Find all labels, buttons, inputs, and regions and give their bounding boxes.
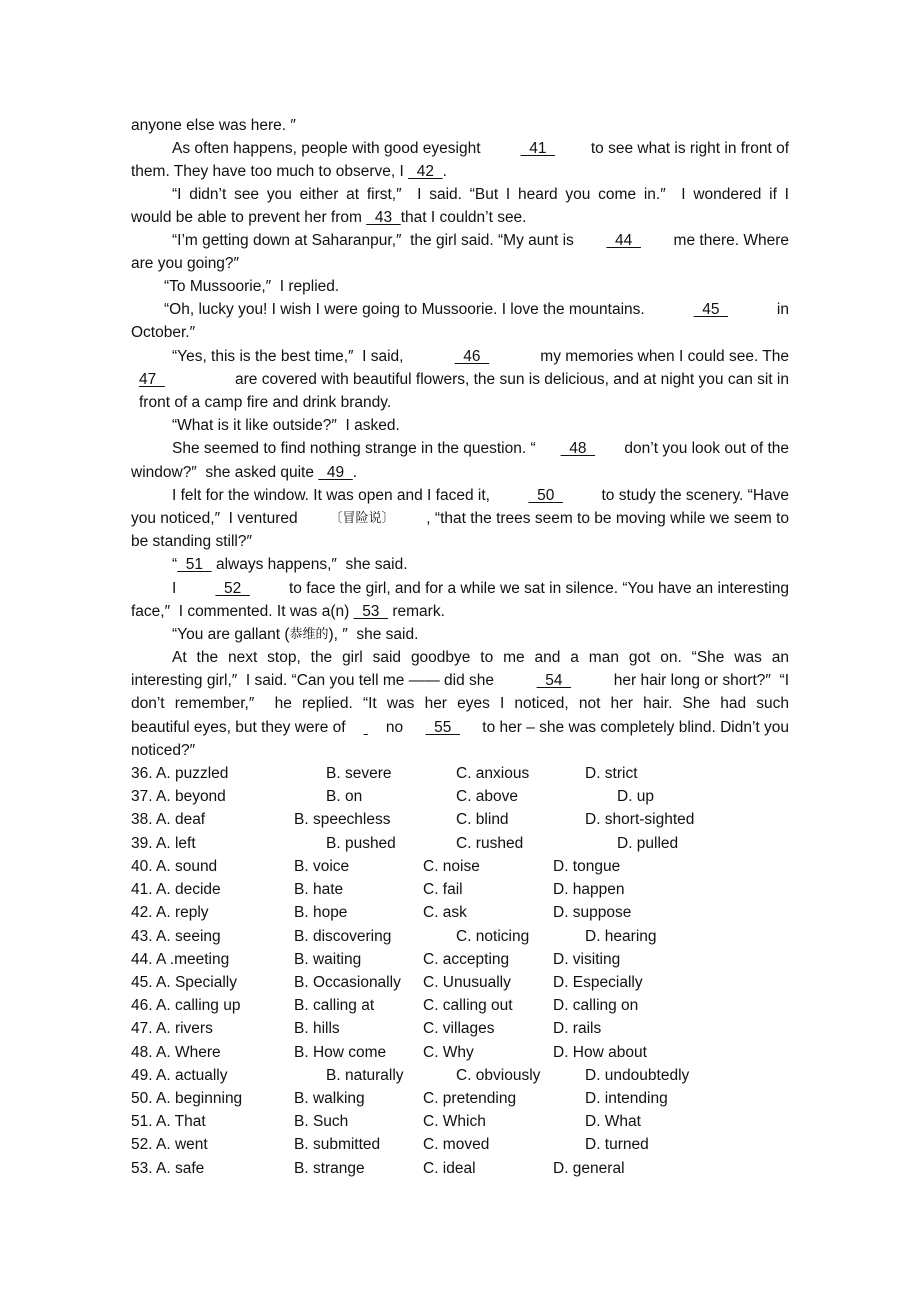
answer-blank: 50 <box>528 487 563 504</box>
option-b: B. How come <box>294 1044 387 1061</box>
option-c: C. rushed <box>456 835 524 852</box>
passage-line <box>0 321 920 344</box>
option-b: B. waiting <box>294 951 362 968</box>
question-row <box>0 832 920 855</box>
passage-text: in <box>772 301 789 318</box>
passage-text: I <box>172 580 181 597</box>
option-c: C. villages <box>423 1020 495 1037</box>
option-a: 37. A. beyond <box>131 788 226 805</box>
option-c: C. noise <box>423 858 480 875</box>
option-a: 39. A. left <box>131 835 196 852</box>
passage-text: remark. <box>388 603 445 620</box>
option-b: B. hate <box>294 881 344 898</box>
option-d: D. How about <box>553 1044 647 1061</box>
option-b: B. pushed <box>326 835 396 852</box>
option-b: B. hope <box>294 904 348 921</box>
passage-line <box>0 437 920 460</box>
question-row <box>0 762 920 785</box>
passage-text: front of a camp fire and drink brandy. <box>139 394 392 411</box>
passage-line <box>0 669 920 692</box>
question-row <box>0 878 920 901</box>
option-c: C. Unusually <box>423 974 511 991</box>
answer-blank: 41 <box>520 140 556 157</box>
passage-line <box>0 345 920 368</box>
passage-text: window?″ she asked quite <box>131 464 319 481</box>
passage-line <box>0 646 920 669</box>
passage-line <box>0 739 920 762</box>
passage-line <box>0 623 920 646</box>
passage-text: As often happens, people with good eyesight <box>172 140 485 157</box>
passage-text: October.″ <box>131 324 196 341</box>
option-c: C. anxious <box>456 765 530 782</box>
passage-text: “Oh, lucky you! I wish I were going to Mussoorie. I love the mountains. <box>164 301 650 318</box>
question-row <box>0 1064 920 1087</box>
option-c: C. fail <box>423 881 463 898</box>
answer-blank: 45 <box>693 301 729 318</box>
option-c: C. Which <box>423 1113 486 1130</box>
answer-blank: 46 <box>454 348 490 365</box>
option-a: 49. A. actually <box>131 1067 228 1084</box>
answer-blank: 42 <box>408 163 443 180</box>
option-c: C. ask <box>423 904 467 921</box>
option-a: 48. A. Where <box>131 1044 221 1061</box>
option-b: B. Occasionally <box>294 974 401 991</box>
option-a: 44. A .meeting <box>131 951 230 968</box>
passage-text: “Yes, this is the best time,″ I said, <box>172 348 408 365</box>
answer-blank: 53 <box>353 603 389 620</box>
option-a: 50. A. beginning <box>131 1090 243 1107</box>
passage-line <box>0 252 920 275</box>
passage-line <box>0 206 920 229</box>
passage-line <box>0 275 920 298</box>
option-c: C. calling out <box>423 997 513 1014</box>
question-row <box>0 1110 920 1133</box>
question-row <box>0 925 920 948</box>
option-a: 52. A. went <box>131 1136 208 1153</box>
option-d: D. Especially <box>553 974 643 991</box>
passage-line <box>0 391 920 414</box>
passage-text: 恭维的 <box>289 627 329 642</box>
passage-text: my memories when I could see. The <box>536 348 789 365</box>
passage-text: ), ″ she said. <box>328 626 419 643</box>
option-c: C. above <box>456 788 519 805</box>
option-a: 46. A. calling up <box>131 997 241 1014</box>
option-b: B. naturally <box>326 1067 404 1084</box>
answer-blank: 55 <box>425 719 460 736</box>
passage-text: “What is it like outside?″ I asked. <box>172 417 400 434</box>
option-a: 43. A. seeing <box>131 928 221 945</box>
passage-text: them. They have too much to observe, I <box>131 163 409 180</box>
passage-text: that I couldn’t see. <box>400 209 527 226</box>
passage-line <box>0 160 920 183</box>
passage-text: me there. Where <box>669 232 789 249</box>
option-a: 40. A. sound <box>131 858 218 875</box>
question-row <box>0 971 920 994</box>
question-row <box>0 1133 920 1156</box>
question-row <box>0 994 920 1017</box>
passage-text: At the next stop, the girl said goodbye to me and a man got on. “She was an <box>172 649 789 666</box>
question-row <box>0 948 920 971</box>
answer-blank: 43 <box>366 209 401 226</box>
passage-line <box>0 530 920 553</box>
option-a: 41. A. decide <box>131 881 221 898</box>
option-c: C. pretending <box>423 1090 517 1107</box>
option-b: B. Such <box>294 1113 349 1130</box>
passage-text: noticed?″ <box>131 742 196 759</box>
option-b: B. walking <box>294 1090 365 1107</box>
passage-text: are you going?″ <box>131 255 240 272</box>
option-b: B. submitted <box>294 1136 381 1153</box>
option-c: C. ideal <box>423 1160 476 1177</box>
passage-line <box>0 553 920 576</box>
option-c: C. blind <box>456 811 509 828</box>
option-b: B. speechless <box>294 811 391 828</box>
passage-text: would be able to prevent her from <box>131 209 367 226</box>
passage-text: to see what is right in front of <box>590 140 789 157</box>
question-row <box>0 1157 920 1180</box>
passage-line <box>0 461 920 484</box>
passage-line <box>0 229 920 252</box>
passage-text: “I didn’t see you either at first,″ I said. “But I heard you come in.″ I wondered if I <box>172 186 789 203</box>
option-d: D. suppose <box>553 904 632 921</box>
option-d: D. up <box>617 788 655 805</box>
question-row <box>0 1087 920 1110</box>
option-b: B. severe <box>326 765 392 782</box>
option-c: C. moved <box>423 1136 490 1153</box>
option-a: 47. A. rivers <box>131 1020 213 1037</box>
question-row <box>0 808 920 831</box>
passage-text: beautiful eyes, but they were of <box>131 719 346 736</box>
passage-text: you noticed,″ I ventured <box>131 510 298 527</box>
option-b: B. calling at <box>294 997 375 1014</box>
passage-text: don’t remember,″ he replied. “It was her eyes I noticed, not her hair. She had such <box>131 695 789 712</box>
option-a: 42. A. reply <box>131 904 209 921</box>
passage-text: “You are gallant ( <box>172 626 290 643</box>
option-a: 36. A. puzzled <box>131 765 229 782</box>
question-row <box>0 785 920 808</box>
option-d: D. hearing <box>585 928 657 945</box>
passage-line <box>0 507 920 530</box>
question-row <box>0 855 920 878</box>
question-row <box>0 1041 920 1064</box>
passage-text: anyone else was here. ″ <box>131 117 296 134</box>
answer-blank: 54 <box>536 672 572 689</box>
option-b: B. hills <box>294 1020 340 1037</box>
option-d: D. What <box>585 1113 641 1130</box>
passage-text: don’t you look out of the <box>620 440 789 457</box>
passage-text: She seemed to find nothing strange in the question. “ <box>172 440 536 457</box>
passage-text: are covered with beautiful flowers, the sun is delicious, and at night you can sit in <box>234 371 789 388</box>
answer-blank: 51 <box>177 556 212 573</box>
question-row <box>0 1017 920 1040</box>
passage-text: to her – she was completely blind. Didn’t you <box>477 719 789 736</box>
passage-text: I felt for the window. It was open and I faced it, <box>172 487 495 504</box>
option-d: D. pulled <box>617 835 679 852</box>
answer-blank: 47 <box>139 371 165 388</box>
passage-text: interesting girl,″ I said. “Can you tell me —— did she <box>131 672 499 689</box>
option-b: B. voice <box>294 858 350 875</box>
answer-blank: 52 <box>215 580 250 597</box>
passage-text: to study the scenery. “Have <box>597 487 789 504</box>
option-d: D. intending <box>585 1090 668 1107</box>
option-a: 45. A. Specially <box>131 974 237 991</box>
option-d: D. happen <box>553 881 625 898</box>
passage-text: “ <box>172 556 178 573</box>
option-a: 53. A. safe <box>131 1160 205 1177</box>
passage-line <box>0 414 920 437</box>
passage-line <box>0 298 920 321</box>
option-d: D. general <box>553 1160 625 1177</box>
passage-text: “I’m getting down at Saharanpur,″ the girl said. “My aunt is <box>172 232 579 249</box>
option-d: D. calling on <box>553 997 639 1014</box>
passage-text: face,″ I commented. It was a(n) <box>131 603 354 620</box>
passage-line <box>0 692 920 715</box>
passage-line <box>0 368 920 391</box>
passage-line <box>0 114 920 137</box>
option-b: B. discovering <box>294 928 392 945</box>
answer-blank <box>364 716 368 739</box>
passage-line <box>0 716 920 739</box>
option-a: 38. A. deaf <box>131 811 206 828</box>
answer-blank: 49 <box>318 464 353 481</box>
option-d: D. rails <box>553 1020 602 1037</box>
passage-line <box>0 137 920 160</box>
passage-text: no <box>385 719 408 736</box>
answer-blank: 48 <box>560 440 596 457</box>
passage-line <box>0 600 920 623</box>
passage-text: her hair long or short?″ “I <box>609 672 789 689</box>
passage-text: “To Mussoorie,″ I replied. <box>164 278 340 295</box>
option-c: C. accepting <box>423 951 510 968</box>
passage-text: 〔冒险说〕 <box>329 511 395 526</box>
passage-text: . <box>442 163 447 180</box>
option-b: B. strange <box>294 1160 365 1177</box>
option-d: D. visiting <box>553 951 621 968</box>
answer-blank: 44 <box>606 232 641 249</box>
option-a: 51. A. That <box>131 1113 206 1130</box>
passage-text: be standing still?″ <box>131 533 252 550</box>
option-b: B. on <box>326 788 363 805</box>
option-c: C. noticing <box>456 928 530 945</box>
option-d: D. tongue <box>553 858 621 875</box>
passage-line <box>0 577 920 600</box>
option-d: D. undoubtedly <box>585 1067 690 1084</box>
passage-line <box>0 183 920 206</box>
passage-text: , “that the trees seem to be moving while we seem to <box>426 510 789 527</box>
option-d: D. turned <box>585 1136 649 1153</box>
option-c: C. obviously <box>456 1067 541 1084</box>
passage-line <box>0 484 920 507</box>
option-d: D. strict <box>585 765 638 782</box>
passage-text: always happens,″ she said. <box>211 556 408 573</box>
question-row <box>0 901 920 924</box>
passage-text: to face the girl, and for a while we sat in silence. “You have an interesting <box>284 580 789 597</box>
passage-text: . <box>352 464 358 481</box>
option-c: C. Why <box>423 1044 474 1061</box>
option-d: D. short-sighted <box>585 811 695 828</box>
